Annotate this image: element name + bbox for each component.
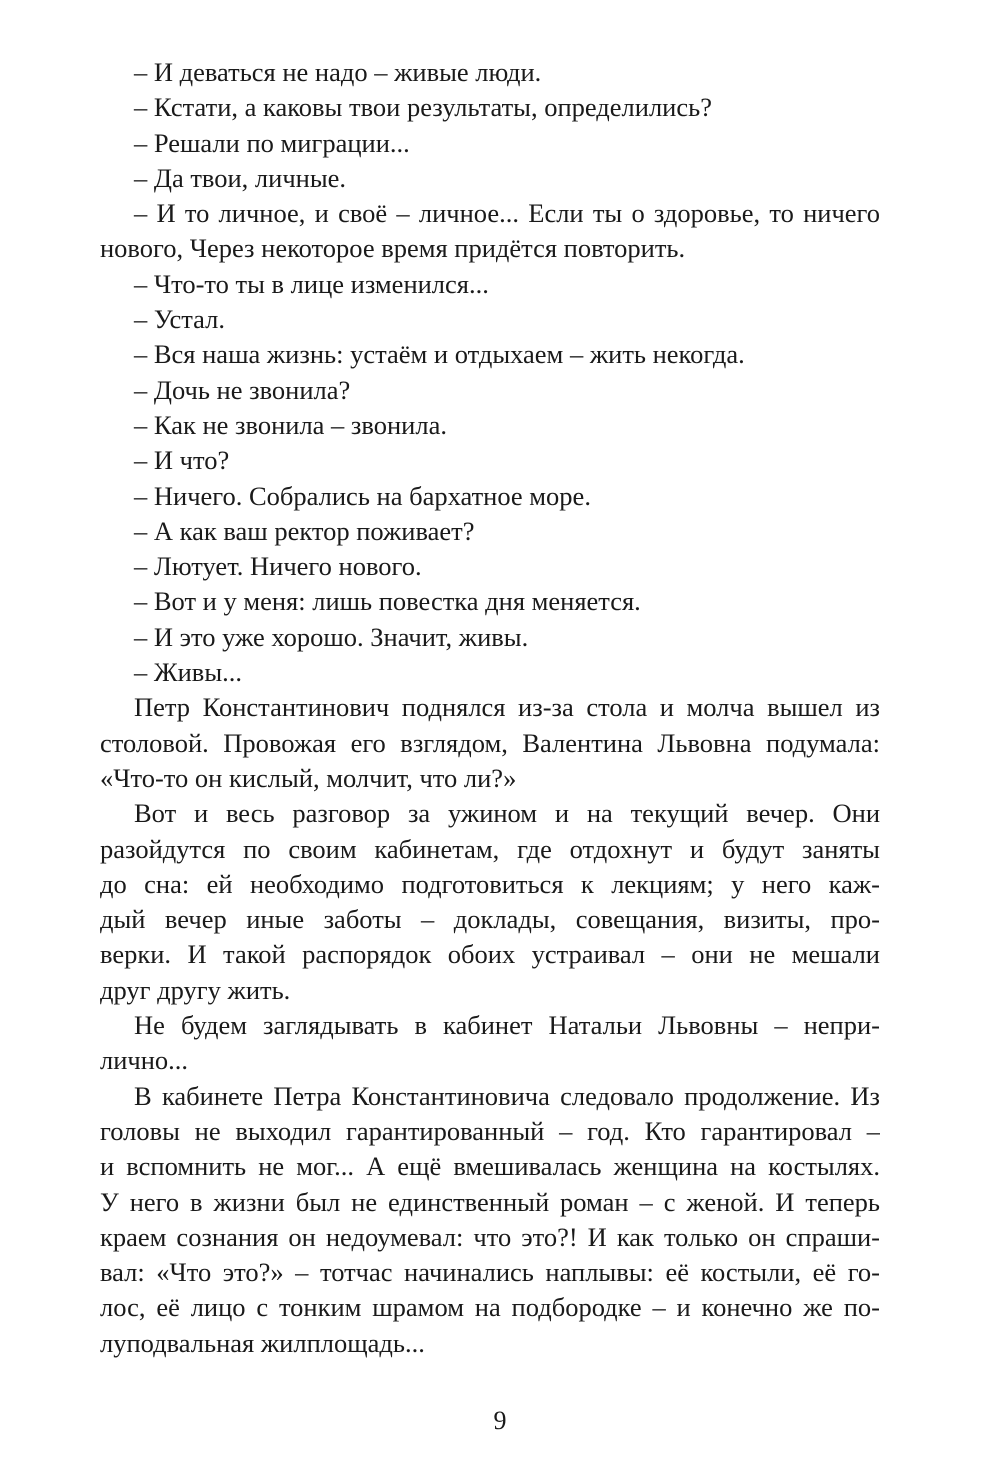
- dialogue-line: – Да твои, личные.: [134, 162, 347, 193]
- dialogue-line: – Вот и у меня: лишь повестка дня меняется.: [134, 586, 641, 617]
- dialogue-line: – Решали по миграции...: [134, 127, 410, 158]
- dialogue-line: – И то личное, и своё – личное... Если ты о здоровье, то ничего: [134, 198, 880, 229]
- paragraph-line: разойдутся по своим кабинетам, где отдохнут и будут заняты: [100, 833, 880, 864]
- dialogue-line: – Как не звонила – звонила.: [134, 409, 447, 440]
- dialogue-line: – Лютует. Ничего нового.: [134, 551, 422, 582]
- paragraph-line: луподвальная жилплощадь...: [100, 1327, 425, 1358]
- paragraph-line: столовой. Провожая его взглядом, Валентина Львовна подумала:: [100, 727, 880, 758]
- paragraph-line: лично...: [100, 1045, 189, 1076]
- paragraph-line: головы не выходил гарантированный – год. Кто гарантировал –: [100, 1115, 880, 1146]
- dialogue-line: – И что?: [134, 445, 230, 476]
- paragraph-line: и вспомнить не мог... А ещё вмешивалась женщина на костылях.: [100, 1151, 880, 1182]
- dialogue-line-continuation: нового, Через некоторое время придётся повторить.: [100, 233, 686, 264]
- paragraph-line: Вот и весь разговор за ужином и на текущий вечер. Они: [134, 798, 880, 829]
- dialogue-line: – Устал.: [134, 304, 225, 335]
- dialogue-line: – Кстати, а каковы твои результаты, определились?: [134, 92, 712, 123]
- dialogue-line: – Ничего. Собрались на бархатное море.: [134, 480, 591, 511]
- paragraph-line: друг другу жить.: [100, 974, 291, 1005]
- dialogue-line: – Что-то ты в лице изменился...: [134, 268, 489, 299]
- paragraph-line: Не будем заглядывать в кабинет Натальи Львовны – непри-: [134, 1010, 880, 1041]
- paragraph-line: «Что-то он кислый, молчит, что ли?»: [100, 762, 517, 793]
- paragraph-line: вал: «Что это?» – тотчас начинались наплывы: её костыли, её го-: [100, 1257, 880, 1288]
- paragraph-line: дый вечер иные заботы – доклады, совещания, визиты, про-: [100, 904, 880, 935]
- dialogue-line: – Дочь не звонила?: [134, 374, 351, 405]
- dialogue-line: – Вся наша жизнь: устаём и отдыхаем – жить некогда.: [134, 339, 745, 370]
- dialogue-line: – Живы...: [134, 657, 242, 688]
- paragraph-line: краем сознания он недоумевал: что это?! И как только он спраши-: [100, 1221, 880, 1252]
- dialogue-line: – И это уже хорошо. Значит, живы.: [134, 621, 529, 652]
- page-body: [100, 55, 880, 1361]
- paragraph-line: У него в жизни был не единственный роман – с женой. И теперь: [100, 1186, 880, 1217]
- paragraph-line: верки. И такой распорядок обоих устраивал – они не мешали: [100, 939, 880, 970]
- paragraph-line: В кабинете Петра Константиновича следовало продолжение. Из: [134, 1080, 880, 1111]
- dialogue-line: – И деваться не надо – живые люди.: [134, 57, 542, 87]
- paragraph-line: лос, её лицо с тонким шрамом на подбородке – и конечно же по-: [100, 1292, 880, 1323]
- dialogue-line: – А как ваш ректор поживает?: [134, 515, 475, 546]
- paragraph-line: до сна: ей необходимо подготовиться к лекциям; у него каж-: [100, 868, 880, 899]
- paragraph-line: Петр Константинович поднялся из-за стола и молча вышел из: [134, 692, 880, 723]
- page-number: 9: [493, 1406, 507, 1435]
